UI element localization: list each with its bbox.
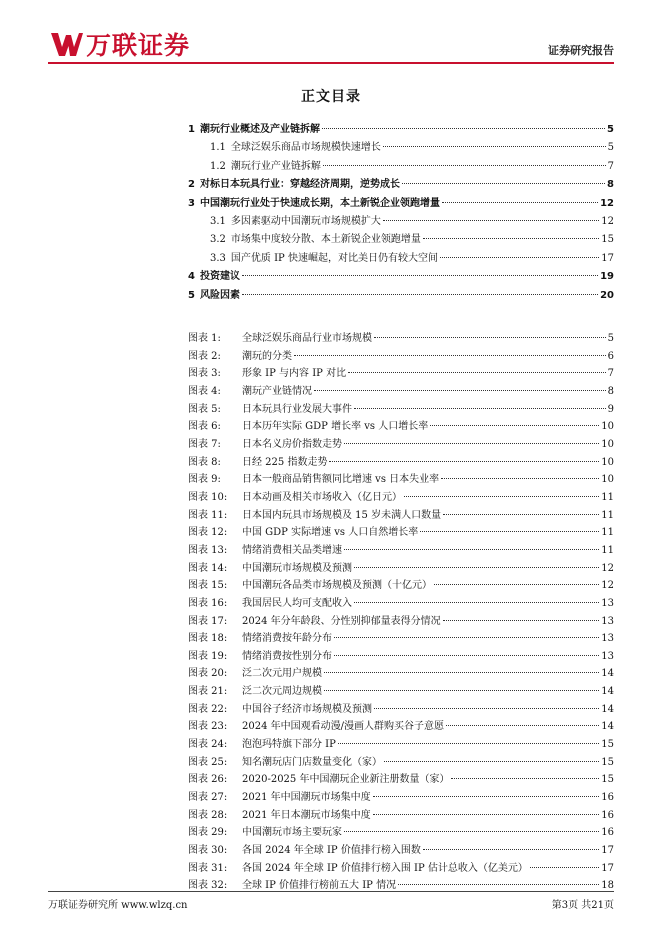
figure-entry-page: 10: [601, 421, 614, 433]
toc-entry-title: 潮玩行业概述及产业链拆解: [199, 124, 320, 135]
dot-leader: [344, 549, 599, 550]
figure-entry-page: 10: [601, 456, 614, 468]
dot-leader: [324, 690, 599, 691]
figure-entry[interactable]: [188, 594, 614, 612]
report-type-label: 证券研究报告: [548, 44, 614, 57]
toc-entry-number: 3: [188, 197, 195, 209]
figure-entry[interactable]: [188, 717, 614, 735]
dot-leader: [373, 796, 600, 797]
figure-entry-title: 日本国内玩具市场规模及 15 岁未满人口数量: [242, 509, 442, 521]
dot-leader: [434, 584, 599, 585]
toc-entry-title: 全球泛娱乐商品市场规模快速增长: [230, 142, 381, 154]
figure-entry-label: 图表 2:: [188, 350, 221, 362]
figure-entry-title: 情绪消费按年龄分布: [242, 633, 332, 645]
figure-entry-page: 13: [601, 650, 614, 662]
toc-entry[interactable]: [188, 157, 614, 175]
toc-entry-title: 国产优质 IP 快速崛起，对比美日仍有较大空间: [230, 252, 438, 264]
figure-entry-label: 图表 9:: [188, 474, 221, 486]
figure-entry-label: 图表 20:: [188, 668, 228, 680]
dot-leader: [384, 761, 599, 762]
dot-leader: [334, 637, 599, 638]
toc-entry[interactable]: [188, 194, 614, 212]
figure-entry[interactable]: [188, 488, 614, 506]
figure-entry-label: 图表 3:: [188, 368, 221, 380]
figure-entry-title: 泡泡玛特旗下部分 IP: [242, 739, 336, 751]
dot-leader: [440, 257, 599, 258]
figure-entry[interactable]: [188, 859, 614, 877]
toc-entry-page: 8: [607, 179, 614, 191]
figure-entry-page: 15: [601, 774, 614, 786]
figure-entry-label: 图表 19:: [188, 650, 228, 662]
figure-entry-page: 14: [601, 686, 614, 698]
dot-leader: [323, 165, 606, 166]
figure-entry-label: 图表 8:: [188, 456, 221, 468]
toc-entry-number: 5: [188, 289, 195, 301]
figure-entry[interactable]: [188, 788, 614, 806]
figure-entry-page: 12: [601, 580, 614, 592]
figure-entry-page: 13: [601, 633, 614, 645]
toc-entry-page: 15: [601, 234, 614, 246]
figure-entry-label: 图表 32:: [188, 880, 228, 892]
dot-leader: [354, 567, 599, 568]
figure-entry-title: 日本动画及相关市场收入（亿日元）: [242, 491, 402, 503]
brand-logo: [50, 28, 190, 60]
dot-leader: [383, 220, 599, 221]
toc-entry-page: 12: [600, 197, 614, 209]
figure-entry-title: 2020-2025 年中国潮玩企业新注册数量（家）: [242, 774, 450, 786]
figure-entry-label: 图表 24:: [188, 739, 228, 751]
dot-leader: [334, 655, 599, 656]
dot-leader: [324, 672, 599, 673]
dot-leader: [314, 390, 606, 391]
toc-entry-page: 20: [600, 289, 614, 301]
dot-leader: [398, 884, 599, 885]
figure-entry-label: 图表 11:: [188, 509, 228, 521]
figure-entry-label: 图表 6:: [188, 421, 221, 433]
figure-entry-title: 形象 IP 与内容 IP 对比: [242, 368, 347, 380]
dot-leader: [443, 514, 599, 515]
figure-entry-title: 2021 年中国潮玩市场集中度: [242, 792, 371, 804]
footer-source: 万联证券研究所 www.wlzq.cn: [48, 900, 188, 911]
dot-leader: [344, 443, 599, 444]
figure-entry-title: 2021 年日本潮玩市场集中度: [242, 809, 371, 821]
dot-leader: [423, 849, 599, 850]
figure-entry-page: 14: [601, 703, 614, 715]
dot-leader: [242, 294, 598, 295]
figure-entry-page: 14: [601, 721, 614, 733]
figure-entry[interactable]: [188, 612, 614, 630]
figure-entry-label: 图表 13:: [188, 544, 228, 556]
toc-entry-page: 7: [607, 160, 614, 172]
toc-entry-number: 3.1: [210, 215, 226, 227]
figure-entry-label: 图表 16:: [188, 597, 228, 609]
dot-leader: [374, 337, 606, 338]
figure-entry[interactable]: [188, 382, 614, 400]
header-divider: [48, 62, 614, 64]
figure-entry-label: 图表 7:: [188, 438, 221, 450]
toc-entry-number: 4: [188, 271, 195, 283]
figure-entry-title: 日本历年实际 GDP 增长率 vs 人口增长率: [242, 421, 429, 433]
figure-entry-label: 图表 25:: [188, 756, 228, 768]
footer-divider: [48, 891, 614, 892]
toc-entry-page: 12: [601, 215, 614, 227]
logo-text: 万联证券: [86, 31, 191, 60]
figure-entry-page: 16: [601, 792, 614, 804]
figure-entry-title: 情绪消费按性别分布: [242, 650, 332, 662]
toc-entry-number: 3.2: [210, 234, 226, 246]
figure-entry[interactable]: [188, 400, 614, 418]
figure-entry-page: 17: [601, 862, 614, 874]
dot-leader: [374, 708, 599, 709]
figure-entry-label: 图表 31:: [188, 862, 228, 874]
figure-entry-title: 全球泛娱乐商品行业市场规模: [242, 333, 372, 344]
figure-entry[interactable]: [188, 435, 614, 453]
dot-leader: [442, 202, 598, 203]
figure-entry-title: 日本名义房价指数走势: [242, 438, 342, 450]
figure-entry-page: 5: [607, 333, 614, 344]
toc-entry-page: 19: [600, 271, 614, 283]
dot-leader: [383, 146, 606, 147]
dot-leader: [338, 743, 599, 744]
figure-entry-page: 8: [607, 385, 614, 397]
toc-entry-title: 多因素驱动中国潮玩市场规模扩大: [230, 215, 381, 227]
figure-entry-title: 日经 225 指数走势: [242, 456, 328, 468]
figure-entry-page: 16: [601, 809, 614, 821]
dot-leader: [404, 496, 599, 497]
page-number: 第3页 共21页: [551, 900, 614, 911]
dot-leader: [242, 275, 598, 276]
figure-list: [188, 329, 614, 894]
figure-entry-label: 图表 30:: [188, 845, 228, 857]
figure-entry[interactable]: [188, 753, 614, 771]
figure-entry-label: 图表 10:: [188, 491, 228, 503]
figure-entry[interactable]: [188, 735, 614, 753]
figure-entry-page: 7: [607, 368, 614, 380]
page-header: [0, 0, 662, 70]
figure-entry-page: 11: [601, 527, 614, 539]
figure-entry-title: 各国 2024 年全球 IP 价值排行榜入围 IP 估计总收入（亿美元）: [242, 862, 528, 874]
figure-entry[interactable]: [188, 470, 614, 488]
dot-leader: [443, 620, 600, 621]
figure-entry[interactable]: [188, 541, 614, 559]
figure-entry-page: 11: [601, 509, 614, 521]
toc-entry[interactable]: [188, 267, 614, 285]
figure-entry-page: 12: [601, 562, 614, 574]
dot-leader: [354, 408, 606, 409]
figure-entry-label: 图表 23:: [188, 721, 228, 733]
wanlian-w-logo-icon: [50, 30, 84, 58]
figure-entry-title: 我国居民人均可支配收入: [242, 597, 352, 609]
figure-entry-title: 2024 年分年龄段、分性别抑郁量表得分情况: [242, 615, 441, 627]
figure-entry-title: 知名潮玩店门店数量变化（家）: [242, 756, 382, 768]
toc-entry-page: 5: [607, 142, 614, 154]
toc-entry-title: 中国潮玩行业处于快速成长期，本土新锐企业领跑增量: [199, 197, 440, 209]
figure-entry-page: 11: [601, 491, 614, 503]
figure-entry-title: 各国 2024 年全球 IP 价值排行榜入围数: [242, 845, 421, 857]
figure-entry-title: 潮玩的分类: [242, 350, 292, 362]
figure-entry-title: 全球 IP 价值排行榜前五大 IP 情况: [242, 880, 397, 892]
figure-entry-title: 中国潮玩市场主要玩家: [242, 827, 342, 839]
figure-entry[interactable]: [188, 417, 614, 435]
toc-entry[interactable]: [188, 212, 614, 230]
figure-entry-label: 图表 27:: [188, 792, 228, 804]
toc-entry-number: 1.2: [210, 160, 226, 172]
figure-entry-page: 18: [601, 880, 614, 892]
figure-entry[interactable]: [188, 364, 614, 382]
toc-entry-title: 风险因素: [199, 289, 240, 301]
toc-entry[interactable]: [188, 286, 614, 304]
figure-entry-title: 中国潮玩市场规模及预测: [242, 562, 352, 574]
figure-entry-label: 图表 22:: [188, 703, 228, 715]
toc-entry[interactable]: [188, 120, 614, 138]
toc-entry[interactable]: [188, 138, 614, 156]
figure-entry-page: 13: [601, 597, 614, 609]
figure-entry-label: 图表 4:: [188, 385, 221, 397]
figure-entry-label: 图表 1:: [188, 333, 221, 344]
figure-entry-page: 13: [601, 615, 614, 627]
dot-leader: [322, 128, 605, 129]
figure-entry[interactable]: [188, 329, 614, 347]
figure-entry-title: 2024 年中国观看动漫/漫画人群购买谷子意愿: [242, 721, 444, 733]
figure-entry[interactable]: [188, 823, 614, 841]
dot-leader: [441, 478, 599, 479]
figure-entry-page: 9: [607, 403, 614, 415]
figure-entry-label: 图表 18:: [188, 633, 228, 645]
figure-entry[interactable]: [188, 347, 614, 365]
toc-entry-number: 3.3: [210, 252, 226, 264]
figure-entry-label: 图表 21:: [188, 686, 228, 698]
dot-leader: [344, 831, 599, 832]
figure-entry-page: 15: [601, 739, 614, 751]
dot-leader: [402, 183, 605, 184]
figure-entry[interactable]: [188, 559, 614, 577]
table-of-contents: [188, 120, 614, 304]
dot-leader: [294, 355, 606, 356]
figure-entry-label: 图表 29:: [188, 827, 228, 839]
dot-leader: [530, 867, 599, 868]
figure-entry[interactable]: [188, 453, 614, 471]
toc-entry[interactable]: [188, 230, 614, 248]
figure-entry[interactable]: [188, 700, 614, 718]
figure-entry[interactable]: [188, 629, 614, 647]
dot-leader: [446, 725, 599, 726]
toc-entry-title: 潮玩行业产业链拆解: [230, 160, 321, 172]
figure-entry-page: 17: [601, 845, 614, 857]
toc-entry-title: 投资建议: [199, 271, 240, 283]
figure-entry-title: 泛二次元用户规模: [242, 668, 322, 680]
toc-entry-title: 对标日本玩具行业：穿越经济周期，逆势成长: [199, 179, 400, 191]
page-title: 正文目录: [301, 89, 361, 105]
figure-entry-page: 10: [601, 474, 614, 486]
dot-leader: [420, 531, 599, 532]
figure-entry-title: 中国潮玩各品类市场规模及预测（十亿元）: [242, 580, 432, 592]
figure-entry[interactable]: [188, 506, 614, 524]
figure-entry[interactable]: [188, 664, 614, 682]
figure-entry-label: 图表 28:: [188, 809, 228, 821]
dot-leader: [348, 372, 606, 373]
toc-entry-number: 2: [188, 179, 195, 191]
figure-entry-label: 图表 14:: [188, 562, 228, 574]
toc-entry-number: 1.1: [210, 142, 226, 154]
figure-entry-page: 6: [607, 350, 614, 362]
figure-entry[interactable]: [188, 523, 614, 541]
toc-entry-page: 5: [607, 124, 614, 135]
figure-entry[interactable]: [188, 806, 614, 824]
figure-entry-page: 14: [601, 668, 614, 680]
dot-leader: [354, 602, 599, 603]
figure-entry-label: 图表 26:: [188, 774, 228, 786]
figure-entry[interactable]: [188, 576, 614, 594]
figure-entry-label: 图表 17:: [188, 615, 228, 627]
dot-leader: [430, 425, 599, 426]
dot-leader: [329, 461, 599, 462]
figure-entry-title: 日本一般商品销售额同比增速 vs 日本失业率: [242, 474, 440, 486]
toc-entry[interactable]: [188, 175, 614, 193]
toc-entry[interactable]: [188, 249, 614, 267]
figure-entry-label: 图表 12:: [188, 527, 228, 539]
dot-leader: [373, 814, 600, 815]
figure-entry-label: 图表 15:: [188, 580, 228, 592]
figure-entry-label: 图表 5:: [188, 403, 221, 415]
toc-entry-title: 市场集中度较分散、本土新锐企业领跑增量: [230, 234, 421, 246]
figure-entry-page: 15: [601, 756, 614, 768]
figure-entry[interactable]: [188, 647, 614, 665]
figure-entry-title: 情绪消费相关品类增速: [242, 544, 342, 556]
figure-entry[interactable]: [188, 841, 614, 859]
toc-entry-number: 1: [188, 124, 195, 135]
figure-entry-title: 潮玩产业链情况: [242, 385, 312, 397]
toc-entry-page: 17: [601, 252, 614, 264]
figure-entry-page: 16: [601, 827, 614, 839]
figure-entry-page: 10: [601, 438, 614, 450]
figure-entry[interactable]: [188, 682, 614, 700]
figure-entry[interactable]: [188, 770, 614, 788]
figure-entry-title: 泛二次元周边规模: [242, 686, 322, 698]
dot-leader: [423, 238, 599, 239]
figure-entry-title: 中国 GDP 实际增速 vs 人口自然增长率: [242, 527, 419, 539]
figure-entry-title: 日本玩具行业发展大事件: [242, 403, 352, 415]
dot-leader: [451, 778, 599, 779]
figure-entry-title: 中国谷子经济市场规模及预测: [242, 703, 372, 715]
figure-entry-page: 11: [601, 544, 614, 556]
